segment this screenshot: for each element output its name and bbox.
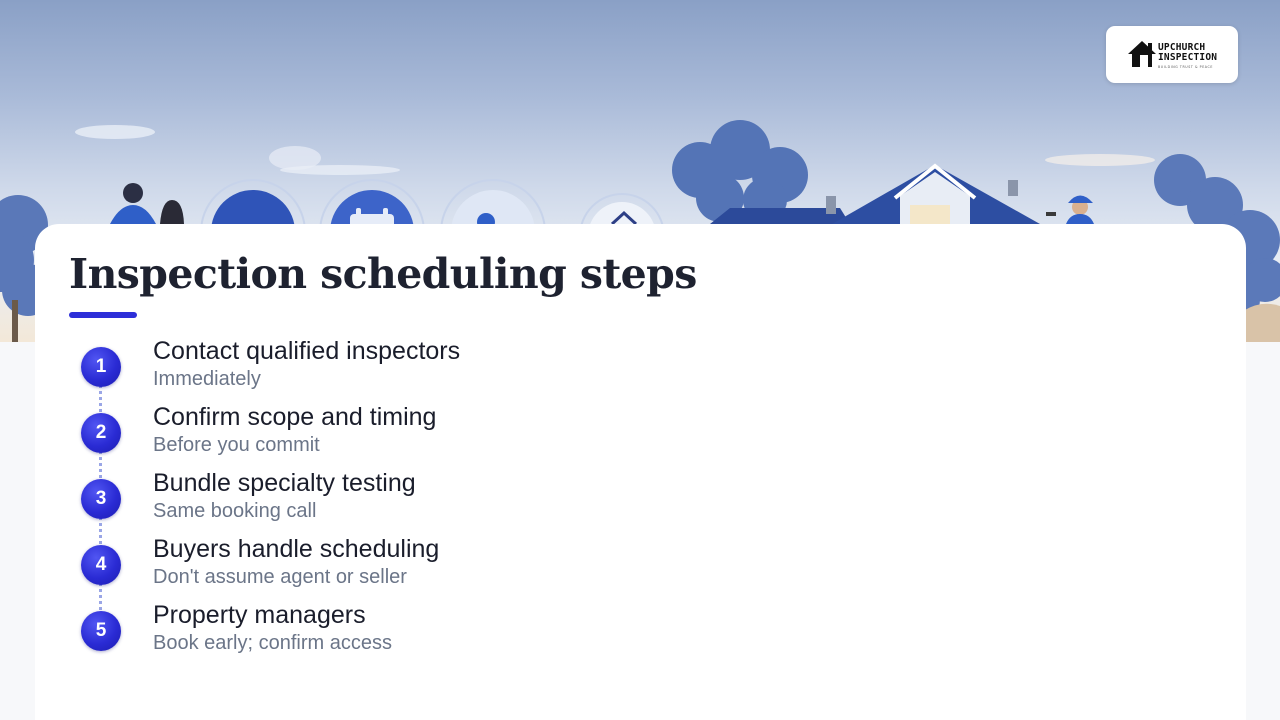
step-subtitle: Before you commit	[153, 434, 320, 456]
step-number-badge: 5	[81, 611, 121, 651]
logo-line1: UPCHURCH	[1158, 42, 1206, 53]
step-number-badge: 4	[81, 545, 121, 585]
step-number-badge: 3	[81, 479, 121, 519]
step-title: Contact qualified inspectors	[153, 337, 461, 365]
slide-title: Inspection scheduling steps	[69, 250, 697, 298]
step-title: Bundle specialty testing	[153, 469, 416, 497]
step-title: Buyers handle scheduling	[153, 535, 440, 563]
step-subtitle: Don't assume agent or seller	[153, 566, 407, 588]
brand-logo	[1106, 26, 1238, 83]
step-subtitle: Same booking call	[153, 500, 317, 522]
step-number-badge: 1	[81, 347, 121, 387]
logo-tagline: BUILDING TRUST & PEACE	[1158, 65, 1213, 69]
logo-line2: INSPECTION	[1158, 52, 1218, 63]
step-number-badge: 2	[81, 413, 121, 453]
house-logo-icon	[1126, 38, 1158, 70]
logo-wordmark	[1158, 43, 1217, 63]
step-title: Property managers	[153, 601, 366, 629]
step-title: Confirm scope and timing	[153, 403, 437, 431]
title-underline	[69, 312, 137, 318]
step-subtitle: Book early; confirm access	[153, 632, 392, 654]
step-subtitle: Immediately	[153, 368, 261, 390]
